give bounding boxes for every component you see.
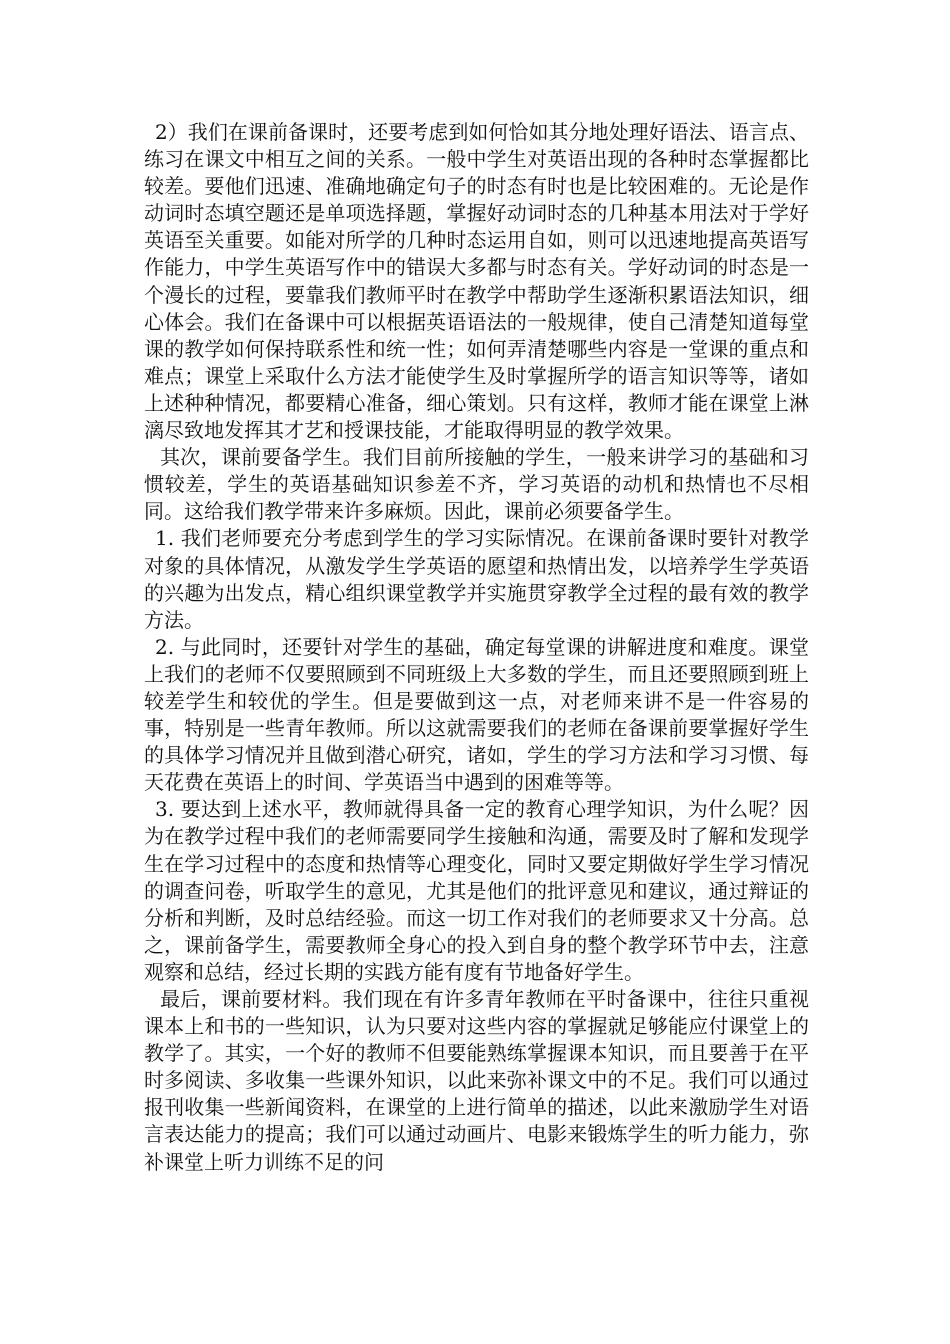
paragraph-point-1: 1. 我们老师要充分考虑到学生的学习实际情况。在课前备课时要针对教学对象的具体情况，从激发学生学英语的愿望和热情出发，以培养学生学英语的兴趣为出发点，精心组织课堂教学并实施贯穿教学全过程的最有效的教学方法。 bbox=[144, 526, 809, 632]
document-body bbox=[144, 119, 809, 1176]
paragraph-point-2: 2. 与此同时，还要针对学生的基础，确定每堂课的讲解进度和难度。课堂上我们的老师不仅要照顾到不同班级上大多数的学生，而且还要照顾到班上较差学生和较优的学生。但是要做到这一点，对老师来讲不是一件容易的事，特别是一些青年教师。所以这就需要我们的老师在备课前要掌握好学生的具体学习情况并且做到潜心研究，诸如，学生的学习方法和学习习惯、每天花费在英语上的时间、学英语当中遇到的困难等等。 bbox=[144, 634, 809, 795]
paragraph-point-3: 3. 要达到上述水平，教师就得具备一定的教育心理学知识，为什么呢？因为在教学过程中我们的老师需要同学生接触和沟通，需要及时了解和发现学生在学习过程中的态度和热情等心理变化，同时又要定期做好学生学习情况的调查问卷，听取学生的意见，尤其是他们的批评意见和建议，通过辩证的分析和判断，及时总结经验。而这一切工作对我们的老师要求又十分高。总之，课前备学生，需要教师全身心的投入到自身的整个教学环节中去，注意观察和总结，经过长期的实践方能有度有节地备好学生。 bbox=[144, 797, 809, 984]
paragraph-prepare-students: 其次，课前要备学生。我们目前所接触的学生，一般来讲学习的基础和习惯较差，学生的英语基础知识参差不齐，学习英语的动机和热情也不尽相同。这给我们教学带来许多麻烦。因此，课前必须要备学生。 bbox=[144, 445, 809, 524]
paragraph-prepare-materials: 最后，课前要材料。我们现在有许多青年教师在平时备课中，往往只重视课本上和书的一些知识，认为只要对这些内容的掌握就足够能应付课堂上的教学了。其实，一个好的教师不但要能熟练掌握课本知识，而且要善于在平时多阅读、多收集一些课外知识，以此来弥补课文中的不足。我们可以通过报刊收集一些新闻资料，在课堂的上进行简单的描述，以此来激励学生对语言表达能力的提高；我们可以通过动画片、电影来锻炼学生的听力能力，弥补课堂上听力训练不足的问 bbox=[144, 987, 809, 1174]
paragraph-grammar-planning: 2）我们在课前备课时，还要考虑到如何恰如其分地处理好语法、语言点、练习在课文中相互之间的关系。一般中学生对英语出现的各种时态掌握都比较差。要他们迅速、准确地确定句子的时态有时也是比较困难的。无论是作动词时态填空题还是单项选择题，掌握好动词时态的几种基本用法对于学好英语至关重要。如能对所学的几种时态运用自如，则可以迅速地提高英语写作能力，中学生英语写作中的错误大多都与时态有关。学好动词的时态是一个漫长的过程，要靠我们教师平时在教学中帮助学生逐渐积累语法知识，细心体会。我们在备课中可以根据英语语法的一般规律，使自己清楚知道每堂课的教学如何保持联系性和统一性；如何弄清楚哪些内容是一堂课的重点和难点；课堂上采取什么方法才能使学生及时掌握所学的语言知识等等，诸如上述种种情况，都要精心准备，细心策划。只有这样，教师才能在课堂上淋漓尽致地发挥其才艺和授课技能，才能取得明显的教学效果。 bbox=[144, 120, 809, 443]
